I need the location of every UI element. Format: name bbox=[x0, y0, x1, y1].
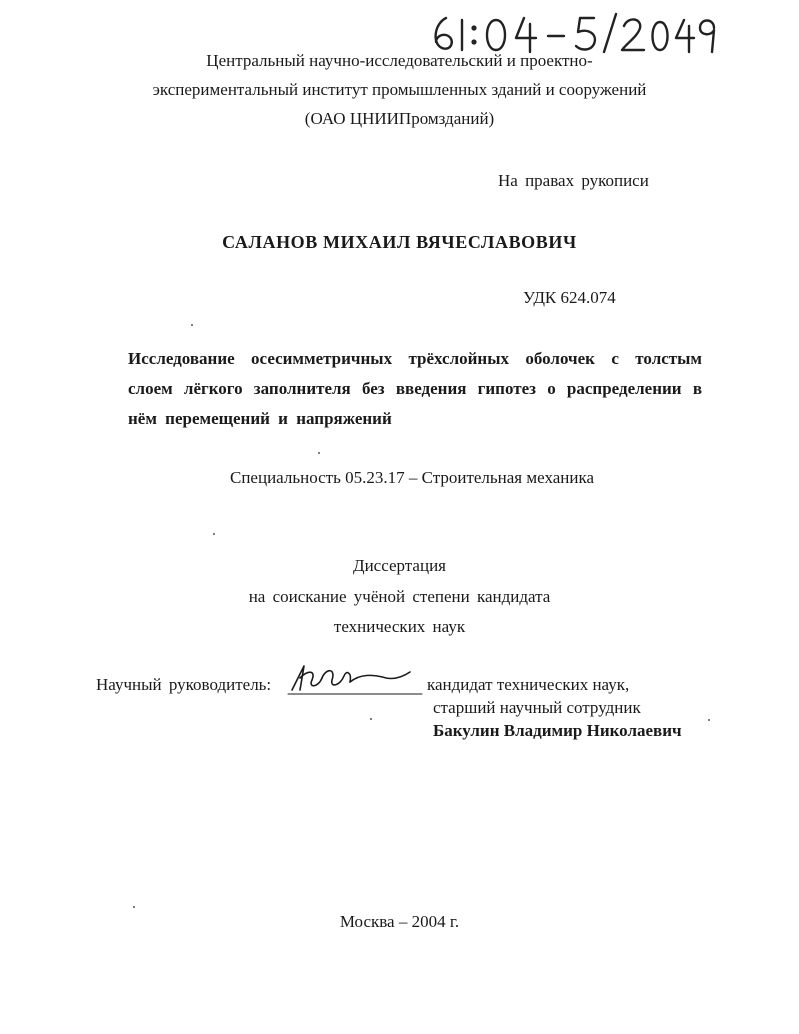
scan-speck bbox=[370, 718, 372, 720]
supervisor-signature bbox=[286, 660, 426, 698]
institute-line-2: экспериментальный институт промышленных зданий и сооружений bbox=[152, 80, 647, 99]
udc-code: УДК 624.074 bbox=[523, 288, 616, 307]
scan-speck bbox=[708, 719, 710, 721]
title-line-3: нём перемещений и напряжений bbox=[128, 409, 392, 428]
title-line-2: слоем лёгкого заполнителя без введения гипотез о распределении в bbox=[128, 379, 702, 398]
speciality: Специальность 05.23.17 – Строительная механика bbox=[230, 468, 595, 487]
scan-speck bbox=[133, 906, 135, 908]
institute-line-3: (ОАО ЦНИИПромзданий) bbox=[304, 109, 495, 128]
institute-line-1: Центральный научно-исследовательский и проектно- bbox=[206, 51, 593, 70]
city-year: Москва – 2004 г. bbox=[339, 912, 460, 931]
scan-speck bbox=[318, 452, 320, 454]
degree-line-3: технических наук bbox=[333, 617, 466, 636]
supervisor-name: Бакулин Владимир Николаевич bbox=[433, 721, 682, 740]
degree-line-1: Диссертация bbox=[352, 556, 446, 575]
degree-line-2: на соискание учёной степени кандидата bbox=[248, 587, 551, 606]
author-name: САЛАНОВ МИХАИЛ ВЯЧЕСЛАВОВИЧ bbox=[222, 232, 577, 252]
title-line-1: Исследование осесимметричных трёхслойных оболочек с толстым bbox=[128, 349, 702, 368]
supervisor-position: старший научный сотрудник bbox=[433, 698, 641, 717]
supervisor-label: Научный руководитель: bbox=[96, 675, 272, 694]
supervisor-degree: кандидат технических наук, bbox=[427, 675, 630, 694]
manuscript-rights: На правах рукописи bbox=[498, 171, 649, 190]
scan-speck bbox=[191, 324, 193, 326]
scan-speck bbox=[213, 533, 215, 535]
